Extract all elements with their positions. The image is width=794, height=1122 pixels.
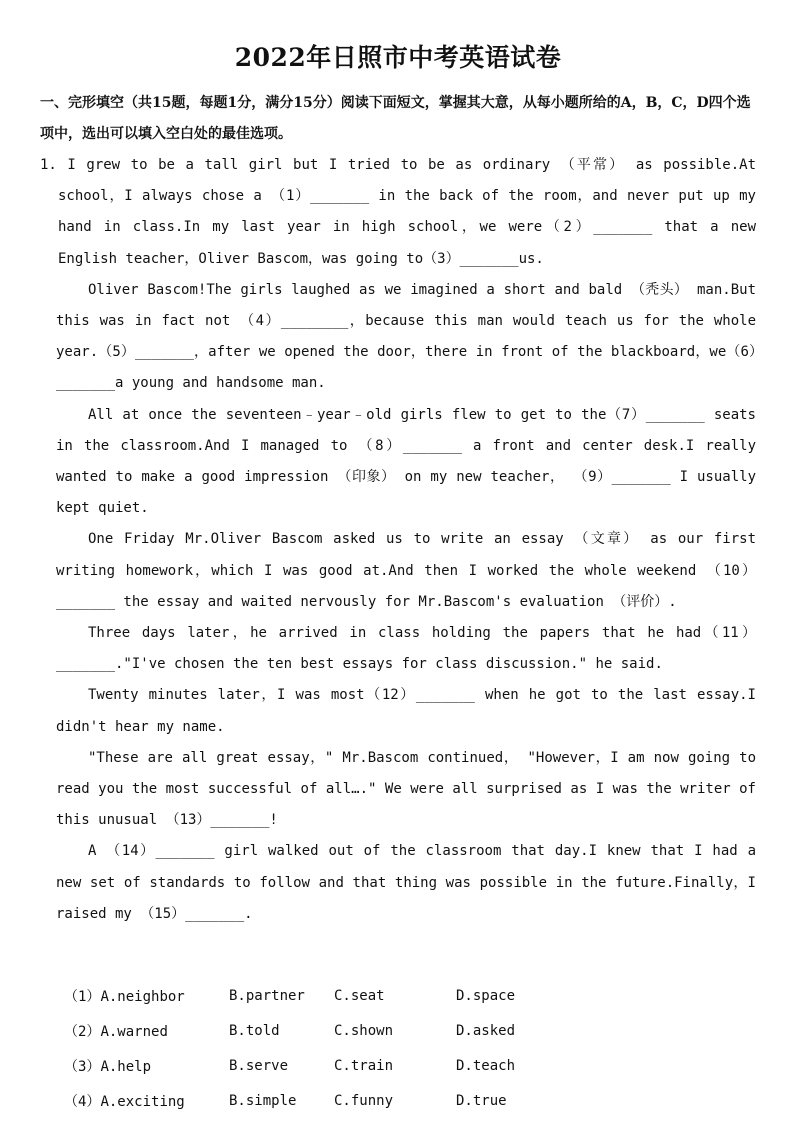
option-d: D.teach [456,1057,516,1074]
cloze-passage [40,150,756,930]
option-a: （3）A.help [64,1058,152,1075]
passage-paragraph: Oliver Bascom!The girls laughed as we imagined a short and bald （秃头） man.But this was in fact not （4）________，because this man would teach us for the whole year.（5）_______，after we opened the door，there in front of the blackboard，we（6）_______a young and handsome man. [56,281,756,392]
passage-paragraph: All at once the seventeen﹣year﹣old girls flew to get to the（7）_______ seats in the classroom.And I managed to （8）_______ a front and center desk.I really wanted to make a good impression （印象） on my new teacher， （9）_______ I usually kept quiet. [56,406,756,517]
option-a: （4）A.exciting [64,1093,185,1110]
option-c: C.seat [334,987,385,1004]
option-d: D.true [456,1092,507,1109]
passage-paragraph: 1. I grew to be a tall girl but I tried to be as ordinary （平常） as possible.At school，I always chose a （1）_______ in the back of the room，and never put up my hand in class.In my last year in high school，we were（2）_______ that a new English teacher，Oliver Bascom，was going to（3）_______us. [40,157,756,267]
passage-paragraph: "These are all great essay，" Mr.Bascom continued， "However，I am now going to read you the most successful of all…." We were all surprised as I was the writer of this unusual （13）_______! [56,749,756,829]
option-a: （1）A.neighbor [64,988,185,1005]
option-b: B.told [229,1022,280,1039]
passage-paragraph: Three days later，he arrived in class holding the papers that he had（11）_______."I've chosen the ten best essays for class discussion." he said. [56,625,756,673]
option-row [64,978,756,1013]
option-b: B.partner [229,987,305,1004]
option-c: C.shown [334,1022,394,1039]
section-instruction: 一、完形填空（共15题，每题1分，满分15分）阅读下面短文，掌握其大意，从每小题所给的A，B，C，D四个选项中，选出可以填入空白处的最佳选项。 [40,95,751,142]
answer-options [40,978,756,1118]
passage-paragraph: A （14）_______ girl walked out of the classroom that day.I knew that I had a new set of standards to follow and that thing was possible in the future.Finally，I raised my （15）_______. [56,843,756,922]
option-d: D.asked [456,1022,516,1039]
option-c: C.train [334,1057,394,1074]
option-a: （2）A.warned [64,1023,168,1040]
exam-title: 2022年日照市中考英语试卷 [234,43,562,72]
option-b: B.serve [229,1057,289,1074]
option-d: D.space [456,987,516,1004]
option-row [64,1013,756,1048]
option-row [64,1083,756,1118]
option-c: C.funny [334,1092,394,1109]
option-row [64,1048,756,1083]
passage-paragraph: One Friday Mr.Oliver Bascom asked us to write an essay （文章） as our first writing homework，which I was good at.And then I worked the whole weekend （10）_______ the essay and waited nervously for Mr.Bascom's evaluation （评价）. [56,531,756,610]
passage-paragraph: Twenty minutes later，I was most（12）_______ when he got to the last essay.I didn't hear my name. [56,687,756,735]
option-b: B.simple [229,1092,297,1109]
